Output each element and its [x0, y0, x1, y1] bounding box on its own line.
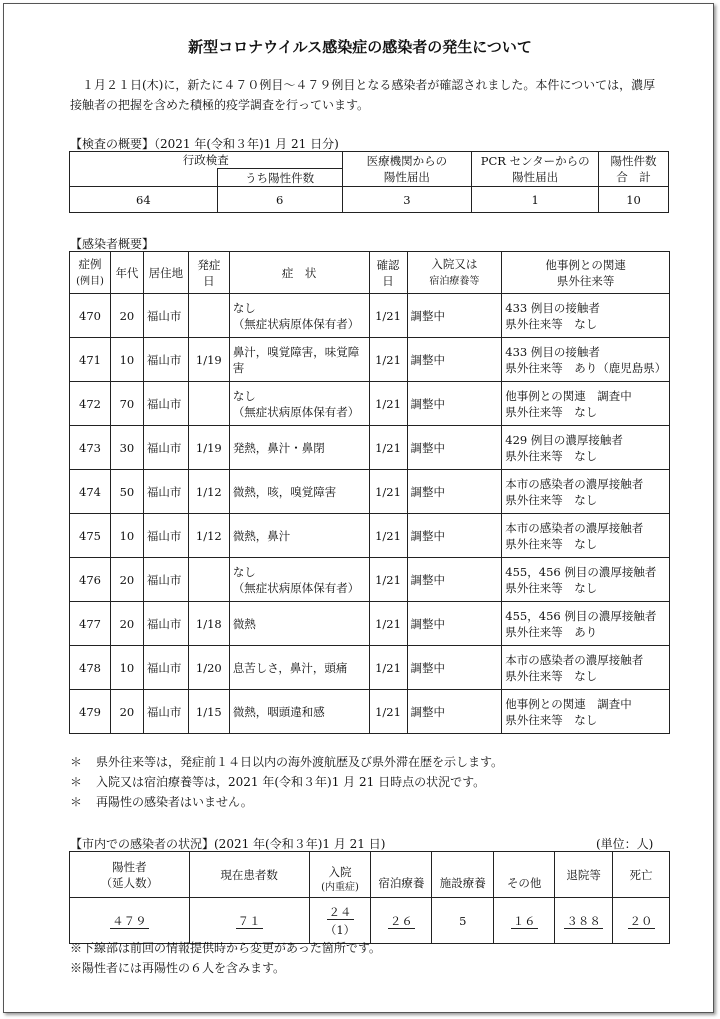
- relation: 本市の感染者の濃厚接触者 県外往来等 なし: [502, 646, 670, 690]
- value-discharged: ３８８: [555, 898, 613, 944]
- header-total: 陽性件数 合 計: [599, 152, 669, 187]
- age: 30: [110, 426, 143, 470]
- header-confirmed: 確認日: [369, 252, 407, 294]
- age: 10: [110, 514, 143, 558]
- age: 10: [110, 338, 143, 382]
- residence: 福山市: [143, 514, 188, 558]
- value-other: １６: [494, 898, 555, 944]
- symptoms: 微熱，咽頭違和感: [229, 690, 369, 734]
- age: 70: [110, 382, 143, 426]
- case-number: 478: [70, 646, 111, 690]
- symptoms: なし （無症状病原体保有者）: [229, 558, 369, 602]
- table-row: [70, 294, 670, 338]
- onset-date: 1/19: [188, 338, 229, 382]
- confirmed-date: 1/21: [369, 294, 407, 338]
- case-number: 476: [70, 558, 111, 602]
- residence: 福山市: [143, 294, 188, 338]
- notes: [70, 752, 670, 812]
- header-pcr: PCR センターからの 陽性届出: [472, 152, 599, 187]
- age: 20: [110, 602, 143, 646]
- symptoms: 鼻汁，嗅覚障害，味覚障害: [229, 338, 369, 382]
- footnote-item: ※下線部は前回の情報提供時から変更があった箇所です。: [70, 941, 381, 955]
- age: 50: [110, 470, 143, 514]
- confirmed-date: 1/21: [369, 470, 407, 514]
- residence: 福山市: [143, 646, 188, 690]
- case-number: 477: [70, 602, 111, 646]
- footnote-item: ※陽性者には再陽性の６人を含みます。: [70, 961, 286, 975]
- value-facility: 5: [432, 898, 494, 944]
- header-onset: 発症日: [188, 252, 229, 294]
- header-admin-test: 行政検査: [70, 152, 343, 169]
- age: 20: [110, 558, 143, 602]
- unit-label: (単位：人): [596, 837, 654, 851]
- case-number: 474: [70, 470, 111, 514]
- symptoms: 微熱，鼻汁: [229, 514, 369, 558]
- header-admin-positive: うち陽性件数: [217, 169, 342, 187]
- residence: 福山市: [143, 690, 188, 734]
- age: 20: [110, 690, 143, 734]
- header-death: 死亡: [613, 852, 670, 898]
- confirmed-date: 1/21: [369, 602, 407, 646]
- table-row: [70, 382, 670, 426]
- onset-date: 1/19: [188, 426, 229, 470]
- symptoms: 息苦しさ，鼻汁，頭痛: [229, 646, 369, 690]
- value-positive: ４７９: [70, 898, 190, 944]
- relation: 本市の感染者の濃厚接触者 県外往来等 なし: [502, 514, 670, 558]
- case-number: 475: [70, 514, 111, 558]
- header-hospitalized: 入院 (内重症): [309, 852, 371, 898]
- onset-date: [188, 382, 229, 426]
- header-age: 年代: [110, 252, 143, 294]
- header-medical: 医療機関からの 陽性届出: [342, 152, 472, 187]
- header-hotel: 宿泊療養: [371, 852, 432, 898]
- table-row: [70, 602, 670, 646]
- confirmed-date: 1/21: [369, 514, 407, 558]
- table-row: [70, 514, 670, 558]
- footnotes: [70, 938, 381, 978]
- confirmed-date: 1/21: [369, 558, 407, 602]
- value-pcr: 1: [472, 187, 599, 213]
- onset-date: [188, 294, 229, 338]
- residence: 福山市: [143, 338, 188, 382]
- header-positive: 陽性者 （延人数）: [70, 852, 190, 898]
- onset-date: 1/12: [188, 470, 229, 514]
- relation: 433 例目の接触者 県外往来等 なし: [502, 294, 670, 338]
- table-row: [70, 558, 670, 602]
- page-title: 新型コロナウイルス感染症の感染者の発生について: [188, 38, 532, 56]
- cases-heading: 【感染者概要】: [70, 237, 155, 251]
- onset-date: 1/15: [188, 690, 229, 734]
- header-discharged: 退院等: [555, 852, 613, 898]
- value-hospitalized: ２４ （1）: [309, 898, 371, 944]
- onset-date: 1/20: [188, 646, 229, 690]
- residence: 福山市: [143, 382, 188, 426]
- header-case: 症例 (例目): [70, 252, 111, 294]
- testing-heading: 【検査の概要】（2021 年(令和３年)1 月 21 日分): [70, 137, 339, 151]
- hospitalization-status: 調整中: [407, 426, 502, 470]
- header-facility: 施設療養: [432, 852, 494, 898]
- city-heading: 【市内での感染者の状況】(2021 年(令和３年)1 月 21 日): [70, 837, 386, 851]
- relation: 他事例との関連 調査中 県外往来等 なし: [502, 382, 670, 426]
- residence: 福山市: [143, 426, 188, 470]
- header-relation: 他事例との関連 県外往来等: [502, 252, 670, 294]
- case-number: 479: [70, 690, 111, 734]
- symptoms: なし （無症状病原体保有者）: [229, 294, 369, 338]
- value-total: 10: [599, 187, 669, 213]
- hospitalization-status: 調整中: [407, 646, 502, 690]
- intro-paragraph: １月２１日(木)に，新たに４７０例目～４７９例目となる感染者が確認されました。本件については，濃厚接触者の把握を含めた積極的疫学調査を行っています。: [70, 78, 656, 112]
- header-symptoms: 症 状: [229, 252, 369, 294]
- symptoms: 発熱，鼻汁・鼻閉: [229, 426, 369, 470]
- case-number: 471: [70, 338, 111, 382]
- table-row: [70, 470, 670, 514]
- confirmed-date: 1/21: [369, 382, 407, 426]
- residence: 福山市: [143, 558, 188, 602]
- hospitalization-status: 調整中: [407, 294, 502, 338]
- value-admin: 64: [70, 187, 218, 213]
- table-row: [70, 338, 670, 382]
- residence: 福山市: [143, 602, 188, 646]
- case-number: 470: [70, 294, 111, 338]
- residence: 福山市: [143, 470, 188, 514]
- value-admin-positive: 6: [217, 187, 342, 213]
- hospitalization-status: 調整中: [407, 690, 502, 734]
- header-other: その他: [494, 852, 555, 898]
- relation: 433 例目の接触者 県外往来等 あり（鹿児島県）: [502, 338, 670, 382]
- symptoms: なし （無症状病原体保有者）: [229, 382, 369, 426]
- confirmed-date: 1/21: [369, 338, 407, 382]
- hospitalization-status: 調整中: [407, 382, 502, 426]
- onset-date: 1/18: [188, 602, 229, 646]
- hospitalization-status: 調整中: [407, 514, 502, 558]
- value-death: ２０: [613, 898, 670, 944]
- relation: 455，456 例目の濃厚接触者 県外往来等 あり: [502, 602, 670, 646]
- relation: 本市の感染者の濃厚接触者 県外往来等 なし: [502, 470, 670, 514]
- header-residence: 居住地: [143, 252, 188, 294]
- relation: 455，456 例目の濃厚接触者 県外往来等 なし: [502, 558, 670, 602]
- testing-table: [69, 151, 669, 213]
- hospitalization-status: 調整中: [407, 602, 502, 646]
- value-current-patients: ７１: [189, 898, 309, 944]
- onset-date: 1/12: [188, 514, 229, 558]
- hospitalization-status: 調整中: [407, 558, 502, 602]
- note-item: ＊ 県外往来等は，発症前１４日以内の海外渡航歴及び県外滞在歴を示します。: [70, 755, 504, 769]
- symptoms: 微熱，咳，嗅覚障害: [229, 470, 369, 514]
- note-item: ＊ 再陽性の感染者はいません。: [70, 795, 253, 809]
- relation: 429 例目の濃厚接触者 県外往来等 なし: [502, 426, 670, 470]
- confirmed-date: 1/21: [369, 646, 407, 690]
- header-hospitalization: 入院又は 宿泊療養等: [407, 252, 502, 294]
- confirmed-date: 1/21: [369, 690, 407, 734]
- header-current-patients: 現在患者数: [189, 852, 309, 898]
- value-hotel: ２６: [371, 898, 432, 944]
- age: 20: [110, 294, 143, 338]
- onset-date: [188, 558, 229, 602]
- case-number: 473: [70, 426, 111, 470]
- relation: 他事例との関連 調査中 県外往来等 なし: [502, 690, 670, 734]
- hospitalization-status: 調整中: [407, 338, 502, 382]
- hospitalization-status: 調整中: [407, 470, 502, 514]
- symptoms: 微熱: [229, 602, 369, 646]
- age: 10: [110, 646, 143, 690]
- table-row: [70, 646, 670, 690]
- table-row: [70, 690, 670, 734]
- value-medical: 3: [342, 187, 472, 213]
- city-status-table: [69, 851, 670, 944]
- case-number: 472: [70, 382, 111, 426]
- confirmed-date: 1/21: [369, 426, 407, 470]
- cases-table: [69, 251, 670, 734]
- table-row: [70, 426, 670, 470]
- note-item: ＊ 入院又は宿泊療養等は，2021 年(令和３年)1 月 21 日時点の状況です。: [70, 775, 486, 789]
